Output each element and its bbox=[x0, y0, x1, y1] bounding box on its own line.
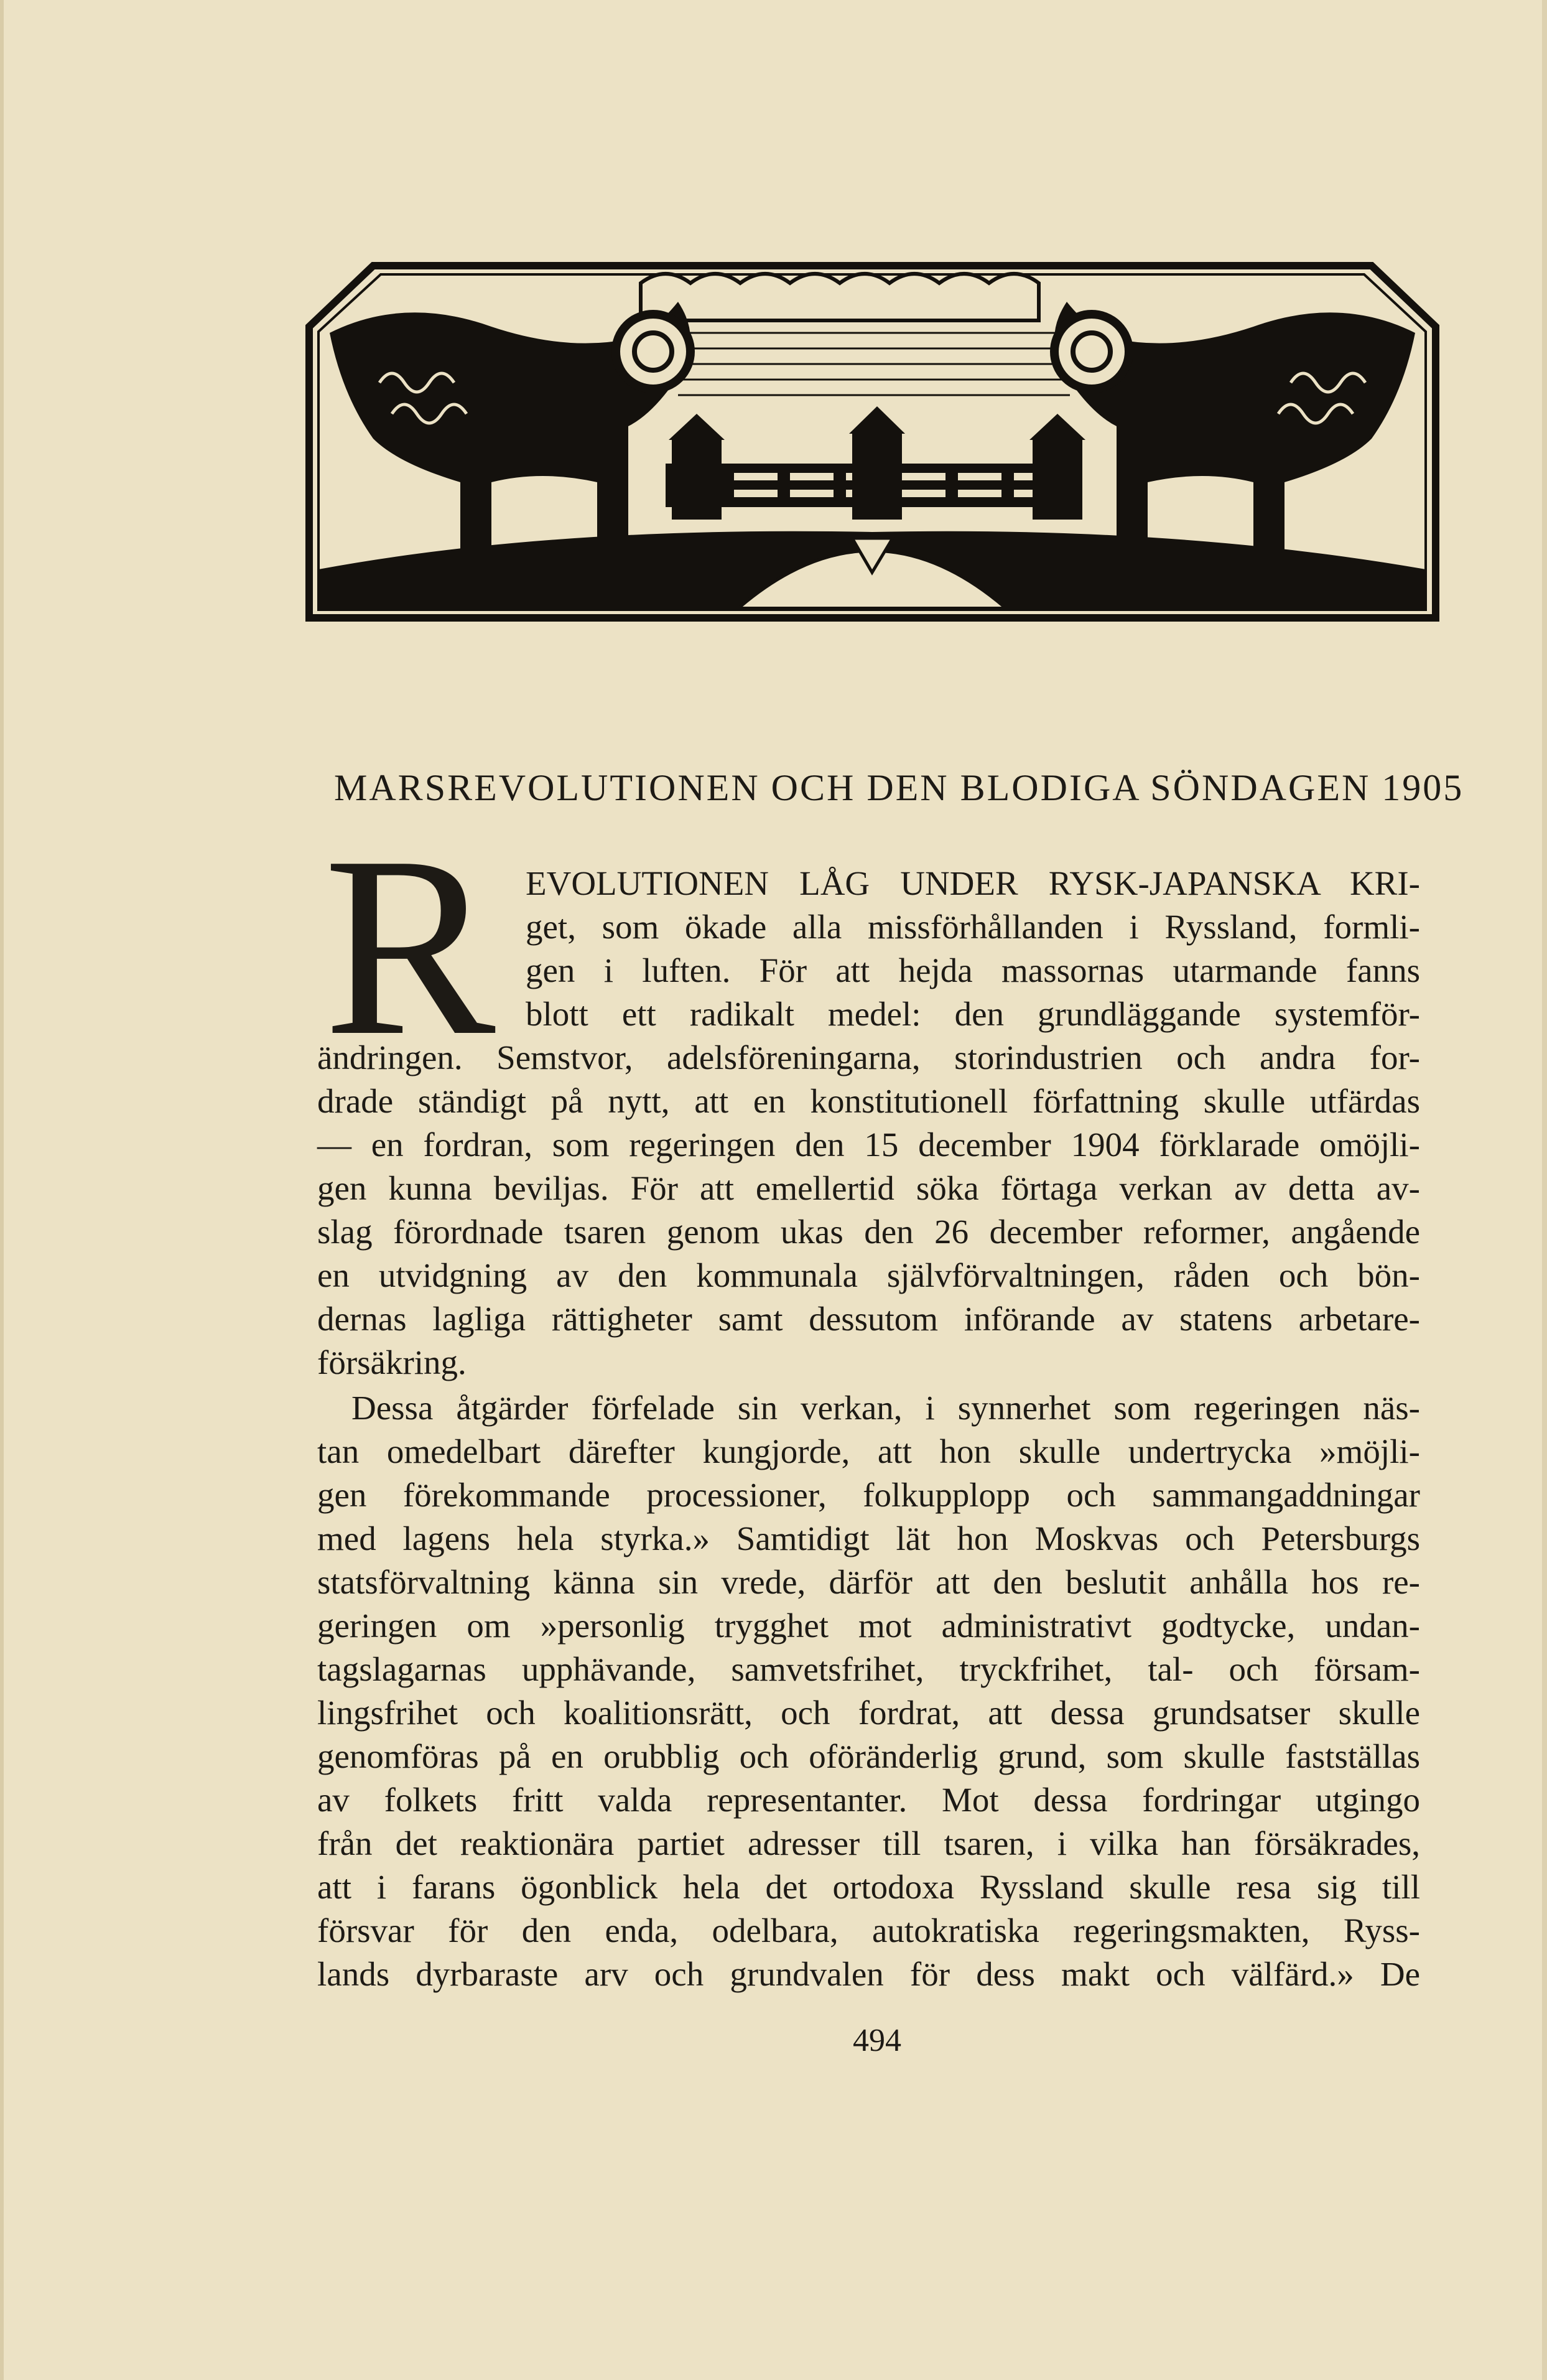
text-line: — en fordran, som regeringen den 15 december 1904 förklarade omöjli- bbox=[317, 1126, 1420, 1164]
text-line: försäkring. bbox=[317, 1343, 467, 1381]
text-line: ändringen. Semstvor, adelsföreningarna, storindustrien och andra for- bbox=[317, 1038, 1420, 1076]
text-line: drade ständigt på nytt, att en konstitutionell författning skulle utfärdas bbox=[317, 1082, 1420, 1120]
text-line: gen kunna beviljas. För att emellertid söka förtaga verkan av detta av- bbox=[317, 1169, 1420, 1207]
text-line: slag förordnade tsaren genom ukas den 26 december reformer, angående bbox=[317, 1213, 1420, 1251]
text-line: från det reaktionära partiet adresser till tsaren, i vilka han försäkrades, bbox=[317, 1824, 1420, 1862]
text-line: get, som ökade alla missförhållanden i Ryssland, formli- bbox=[526, 908, 1420, 946]
text-line: av folkets fritt valda representanter. Mot dessa fordringar utgingo bbox=[317, 1781, 1420, 1819]
text-line: gen förekommande processioner, folkupplopp och sammangaddningar bbox=[317, 1476, 1420, 1514]
text-line: försvar för den enda, odelbara, autokratiska regeringsmakten, Ryss- bbox=[317, 1911, 1420, 1949]
text-line: tagslagarnas upphävande, samvetsfrihet, tryckfrihet, tal- och försam- bbox=[317, 1650, 1420, 1688]
drop-cap: R bbox=[323, 803, 496, 1089]
lion-castle-woodcut-icon bbox=[305, 258, 1440, 625]
text-line: lingsfrihet och koalitionsrätt, och fordrat, att dessa grundsatser skulle bbox=[317, 1694, 1420, 1732]
text-line: att i farans ögonblick hela det ortodoxa Ryssland skulle resa sig till bbox=[317, 1868, 1420, 1906]
text-line: tan omedelbart därefter kungjorde, att hon skulle undertrycka »möjli- bbox=[317, 1432, 1420, 1470]
text-line: EVOLUTIONEN LÅG UNDER RYSK-JAPANSKA KRI- bbox=[526, 864, 1420, 902]
text-line: Dessa åtgärder förfelade sin verkan, i synnerhet som regeringen näs- bbox=[351, 1389, 1420, 1427]
page-number: 494 bbox=[853, 2023, 901, 2058]
text-line: genomföras på en orubblig och oföränderlig grund, som skulle fastställas bbox=[317, 1737, 1420, 1775]
text-line: lands dyrbaraste arv och grundvalen för dess makt och välfärd.» De bbox=[317, 1955, 1420, 1993]
chapter-heading: MARSREVOLUTIONEN OCH DEN BLODIGA SÖNDAGEN 1905 bbox=[334, 767, 1464, 808]
woodcut-headpiece bbox=[305, 258, 1440, 625]
text-line: geringen om »personlig trygghet mot administrativt godtycke, undan- bbox=[317, 1607, 1420, 1645]
text-line: med lagens hela styrka.» Samtidigt lät hon Moskvas och Petersburgs bbox=[317, 1519, 1420, 1557]
text-line: statsförvaltning känna sin vrede, därför att den beslutit anhålla hos re- bbox=[317, 1563, 1420, 1601]
text-line: gen i luften. För att hejda massornas utarmande fanns bbox=[526, 951, 1420, 989]
text-line: en utvidgning av den kommunala självförvaltningen, råden och bön- bbox=[317, 1256, 1420, 1294]
text-line: blott ett radikalt medel: den grundläggande systemför- bbox=[526, 995, 1420, 1033]
text-line: dernas lagliga rättigheter samt dessutom införande av statens arbetare- bbox=[317, 1300, 1420, 1338]
